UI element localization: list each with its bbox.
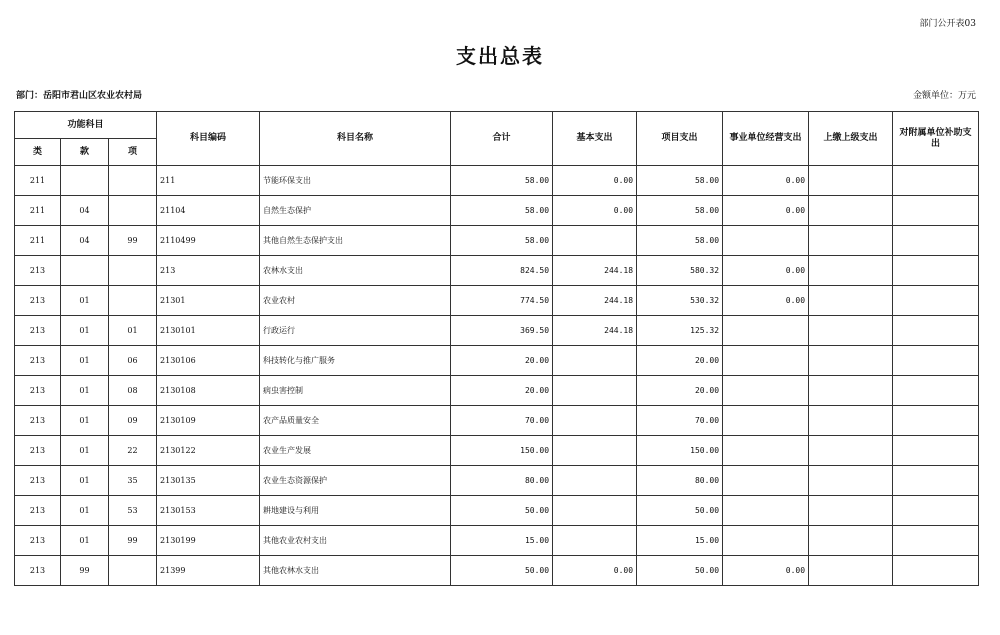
cell-code: 2110499: [157, 226, 260, 256]
cell-code: 21301: [157, 286, 260, 316]
table-row: [15, 406, 979, 436]
cell-remit: [809, 196, 893, 226]
cell-business: [723, 346, 809, 376]
table-row: [15, 466, 979, 496]
header-basic: 基本支出: [553, 112, 637, 166]
cell-code: 213: [157, 256, 260, 286]
header-name: 科目名称: [260, 112, 451, 166]
cell-xiang: 09: [109, 406, 157, 436]
cell-total: 150.00: [451, 436, 553, 466]
cell-basic: [553, 436, 637, 466]
cell-name: 农业生态资源保护: [260, 466, 451, 496]
header-total: 合计: [451, 112, 553, 166]
cell-xiang: 22: [109, 436, 157, 466]
cell-kuan: [61, 166, 109, 196]
cell-lei: 211: [15, 226, 61, 256]
table-row: [15, 436, 979, 466]
cell-project: 58.00: [637, 166, 723, 196]
cell-basic: [553, 226, 637, 256]
cell-kuan: 04: [61, 226, 109, 256]
cell-project: 530.32: [637, 286, 723, 316]
form-number: 部门公开表03: [919, 19, 976, 29]
table-row: [15, 226, 979, 256]
cell-code: 2130109: [157, 406, 260, 436]
cell-code: 211: [157, 166, 260, 196]
cell-basic: 0.00: [553, 196, 637, 226]
cell-basic: [553, 376, 637, 406]
cell-project: 580.32: [637, 256, 723, 286]
table-row: [15, 346, 979, 376]
cell-subsidy: [893, 376, 979, 406]
cell-basic: 244.18: [553, 316, 637, 346]
cell-subsidy: [893, 196, 979, 226]
cell-name: 农业生产发展: [260, 436, 451, 466]
cell-name: 自然生态保护: [260, 196, 451, 226]
cell-xiang: 99: [109, 526, 157, 556]
cell-basic: 0.00: [553, 556, 637, 586]
cell-remit: [809, 466, 893, 496]
cell-lei: 213: [15, 436, 61, 466]
cell-xiang: 08: [109, 376, 157, 406]
cell-kuan: 01: [61, 286, 109, 316]
cell-subsidy: [893, 436, 979, 466]
cell-xiang: 06: [109, 346, 157, 376]
cell-total: 80.00: [451, 466, 553, 496]
cell-project: 50.00: [637, 556, 723, 586]
cell-total: 50.00: [451, 496, 553, 526]
cell-code: 2130153: [157, 496, 260, 526]
cell-kuan: [61, 256, 109, 286]
cell-business: 0.00: [723, 556, 809, 586]
cell-subsidy: [893, 226, 979, 256]
cell-lei: 211: [15, 166, 61, 196]
cell-total: 58.00: [451, 226, 553, 256]
cell-subsidy: [893, 496, 979, 526]
cell-lei: 213: [15, 466, 61, 496]
cell-lei: 213: [15, 376, 61, 406]
cell-lei: 213: [15, 496, 61, 526]
cell-business: [723, 376, 809, 406]
cell-xiang: 35: [109, 466, 157, 496]
cell-remit: [809, 166, 893, 196]
header-func-subject: 功能科目: [15, 112, 157, 139]
cell-total: 20.00: [451, 346, 553, 376]
cell-business: [723, 466, 809, 496]
header-code: 科目编码: [157, 112, 260, 166]
cell-xiang: 01: [109, 316, 157, 346]
cell-business: [723, 526, 809, 556]
cell-business: 0.00: [723, 196, 809, 226]
cell-remit: [809, 436, 893, 466]
cell-subsidy: [893, 466, 979, 496]
cell-name: 其他农业农村支出: [260, 526, 451, 556]
cell-subsidy: [893, 406, 979, 436]
cell-total: 58.00: [451, 166, 553, 196]
cell-project: 20.00: [637, 376, 723, 406]
table-row: [15, 196, 979, 226]
cell-name: 节能环保支出: [260, 166, 451, 196]
cell-total: 58.00: [451, 196, 553, 226]
cell-remit: [809, 226, 893, 256]
cell-remit: [809, 376, 893, 406]
cell-kuan: 01: [61, 316, 109, 346]
header-xiang: 项: [109, 139, 157, 166]
table-row: [15, 526, 979, 556]
cell-project: 80.00: [637, 466, 723, 496]
cell-project: 15.00: [637, 526, 723, 556]
cell-total: 15.00: [451, 526, 553, 556]
cell-total: 50.00: [451, 556, 553, 586]
cell-xiang: [109, 286, 157, 316]
cell-remit: [809, 526, 893, 556]
table-row: [15, 316, 979, 346]
cell-code: 2130199: [157, 526, 260, 556]
cell-name: 农产品质量安全: [260, 406, 451, 436]
cell-total: 774.50: [451, 286, 553, 316]
cell-remit: [809, 496, 893, 526]
cell-lei: 213: [15, 526, 61, 556]
cell-name: 病虫害控制: [260, 376, 451, 406]
cell-kuan: 01: [61, 376, 109, 406]
cell-code: 2130101: [157, 316, 260, 346]
table-row: [15, 256, 979, 286]
cell-basic: [553, 526, 637, 556]
cell-name: 耕地建设与利用: [260, 496, 451, 526]
cell-business: [723, 436, 809, 466]
cell-business: 0.00: [723, 286, 809, 316]
cell-kuan: 01: [61, 526, 109, 556]
cell-basic: 244.18: [553, 286, 637, 316]
header-kuan: 款: [61, 139, 109, 166]
cell-project: 58.00: [637, 196, 723, 226]
cell-kuan: 99: [61, 556, 109, 586]
expense-summary-table: [14, 111, 979, 586]
cell-code: 2130135: [157, 466, 260, 496]
cell-xiang: 99: [109, 226, 157, 256]
cell-subsidy: [893, 286, 979, 316]
amount-unit-label: 金额单位：万元: [912, 91, 976, 101]
cell-name: 农林水支出: [260, 256, 451, 286]
cell-total: 369.50: [451, 316, 553, 346]
table-row: [15, 286, 979, 316]
cell-subsidy: [893, 346, 979, 376]
cell-total: 824.50: [451, 256, 553, 286]
cell-kuan: 04: [61, 196, 109, 226]
cell-subsidy: [893, 316, 979, 346]
cell-basic: [553, 346, 637, 376]
cell-business: [723, 316, 809, 346]
table-row: [15, 496, 979, 526]
cell-kuan: 01: [61, 346, 109, 376]
cell-code: 2130106: [157, 346, 260, 376]
cell-lei: 213: [15, 556, 61, 586]
cell-subsidy: [893, 166, 979, 196]
cell-kuan: 01: [61, 466, 109, 496]
cell-business: 0.00: [723, 256, 809, 286]
cell-xiang: [109, 256, 157, 286]
cell-remit: [809, 406, 893, 436]
cell-name: 农业农村: [260, 286, 451, 316]
cell-subsidy: [893, 526, 979, 556]
cell-basic: [553, 496, 637, 526]
cell-subsidy: [893, 256, 979, 286]
cell-lei: 213: [15, 256, 61, 286]
cell-lei: 213: [15, 316, 61, 346]
cell-business: [723, 406, 809, 436]
cell-code: 2130108: [157, 376, 260, 406]
cell-name: 行政运行: [260, 316, 451, 346]
cell-remit: [809, 256, 893, 286]
cell-kuan: 01: [61, 496, 109, 526]
cell-project: 70.00: [637, 406, 723, 436]
table-row: [15, 376, 979, 406]
cell-name: 其他自然生态保护支出: [260, 226, 451, 256]
cell-lei: 213: [15, 346, 61, 376]
cell-business: [723, 226, 809, 256]
cell-total: 20.00: [451, 376, 553, 406]
cell-code: 21399: [157, 556, 260, 586]
cell-remit: [809, 286, 893, 316]
cell-basic: 244.18: [553, 256, 637, 286]
cell-project: 150.00: [637, 436, 723, 466]
cell-project: 20.00: [637, 346, 723, 376]
cell-code: 21104: [157, 196, 260, 226]
cell-remit: [809, 346, 893, 376]
cell-lei: 213: [15, 286, 61, 316]
cell-xiang: [109, 166, 157, 196]
cell-kuan: 01: [61, 406, 109, 436]
header-project: 项目支出: [637, 112, 723, 166]
cell-remit: [809, 316, 893, 346]
table-row: [15, 556, 979, 586]
cell-xiang: [109, 196, 157, 226]
cell-lei: 211: [15, 196, 61, 226]
page-title: 支出总表: [456, 44, 544, 68]
cell-basic: 0.00: [553, 166, 637, 196]
cell-project: 50.00: [637, 496, 723, 526]
cell-xiang: [109, 556, 157, 586]
cell-lei: 213: [15, 406, 61, 436]
cell-remit: [809, 556, 893, 586]
header-business: 事业单位经营支出: [723, 112, 809, 166]
cell-basic: [553, 466, 637, 496]
cell-basic: [553, 406, 637, 436]
header-subsidy: 对附属单位补助支出: [893, 112, 979, 166]
cell-name: 其他农林水支出: [260, 556, 451, 586]
table-row: [15, 166, 979, 196]
cell-kuan: 01: [61, 436, 109, 466]
department-label: 部门：岳阳市君山区农业农村局: [16, 91, 143, 101]
cell-name: 科技转化与推广服务: [260, 346, 451, 376]
cell-business: 0.00: [723, 166, 809, 196]
cell-project: 125.32: [637, 316, 723, 346]
cell-business: [723, 496, 809, 526]
cell-project: 58.00: [637, 226, 723, 256]
cell-xiang: 53: [109, 496, 157, 526]
cell-code: 2130122: [157, 436, 260, 466]
table-body: [15, 166, 979, 586]
header-lei: 类: [15, 139, 61, 166]
header-remit: 上缴上级支出: [809, 112, 893, 166]
cell-subsidy: [893, 556, 979, 586]
cell-total: 70.00: [451, 406, 553, 436]
